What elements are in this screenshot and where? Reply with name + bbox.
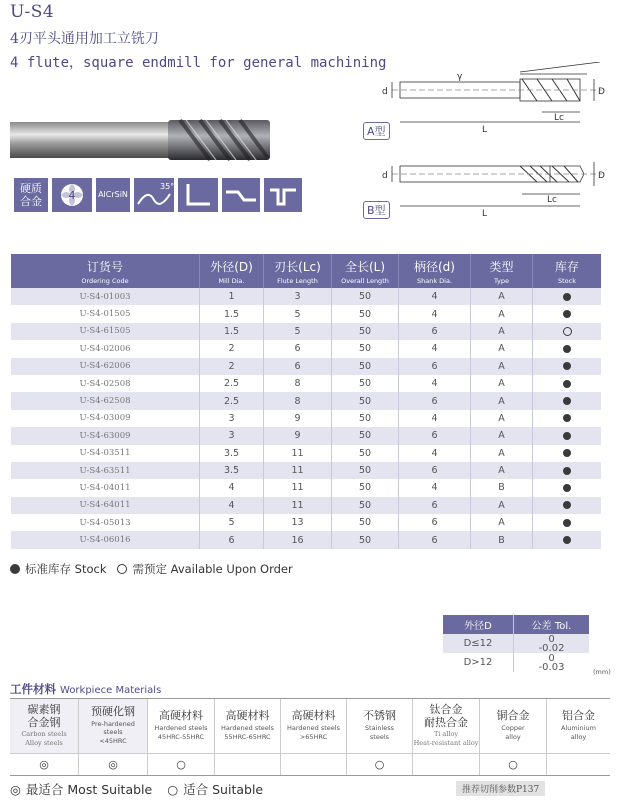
cell-d: 6 bbox=[399, 358, 471, 375]
cell-stock bbox=[533, 410, 601, 427]
material-name-cn: 高硬材料 bbox=[159, 709, 203, 723]
cell-d: 3.5 bbox=[200, 462, 264, 479]
cell-d: 2.5 bbox=[200, 375, 264, 392]
cell-d: 4 bbox=[399, 305, 471, 322]
material-suitability: ◎ bbox=[79, 754, 148, 775]
cell-lc: 3 bbox=[264, 288, 332, 305]
cell-l: 50 bbox=[332, 305, 399, 322]
gamma-label: γ bbox=[457, 72, 463, 82]
tolerance-value: 0 -0.03 bbox=[538, 652, 565, 673]
header-mill-dia: 外径(D) Mill Dia. bbox=[200, 254, 264, 288]
workpiece-header-row bbox=[10, 699, 610, 753]
step-profile-badge bbox=[222, 178, 260, 212]
header-shank-dia: 柄径(d) Shank Dia. bbox=[399, 254, 471, 288]
material-name-cn: 铜合金 bbox=[496, 709, 530, 723]
table-row bbox=[11, 531, 601, 548]
material-name-cn: 钛合金 耐热合金 bbox=[424, 703, 468, 729]
type-b-tag: B型 bbox=[363, 201, 390, 219]
cell-type: A bbox=[471, 427, 533, 444]
cell-l: 50 bbox=[332, 358, 399, 375]
material-suitability: ○ bbox=[480, 754, 547, 775]
spec-table-body bbox=[11, 288, 601, 549]
cell-l: 50 bbox=[332, 340, 399, 357]
step-profile-icon bbox=[222, 178, 260, 212]
suitability-legend bbox=[10, 780, 263, 798]
cell-code: U-S4-64011 bbox=[11, 497, 200, 514]
cell-d: 3 bbox=[200, 427, 264, 444]
header-flute-length: 刃长(Lc) Flute Length bbox=[264, 254, 332, 288]
cell-code: U-S4-03009 bbox=[11, 410, 200, 427]
cell-type: B bbox=[471, 531, 533, 548]
cell-lc: 11 bbox=[264, 497, 332, 514]
tolerance-row bbox=[443, 634, 589, 653]
standard-stock-icon bbox=[563, 484, 571, 492]
cell-d: 4 bbox=[399, 288, 471, 305]
standard-stock-icon bbox=[563, 467, 571, 475]
cell-d: 6 bbox=[399, 514, 471, 531]
cell-type: A bbox=[471, 375, 533, 392]
cell-lc: 8 bbox=[264, 375, 332, 392]
order-stock-icon bbox=[563, 327, 572, 336]
shank-d-label-b: d bbox=[382, 171, 388, 181]
cell-d: 2.5 bbox=[200, 392, 264, 409]
cell-type: B bbox=[471, 479, 533, 496]
cell-l: 50 bbox=[332, 479, 399, 496]
cell-code: U-S4-61505 bbox=[11, 323, 200, 340]
material-header bbox=[281, 699, 347, 753]
table-row bbox=[11, 323, 601, 340]
cell-stock bbox=[533, 514, 601, 531]
cell-d: 4 bbox=[399, 410, 471, 427]
material-name-en: Hardened steels 45HRC-55HRC bbox=[154, 724, 208, 741]
cell-stock bbox=[533, 479, 601, 496]
cell-d: 4 bbox=[399, 445, 471, 462]
material-suitability: ○ bbox=[148, 754, 215, 775]
cell-l: 50 bbox=[332, 323, 399, 340]
most-suitable-icon: ◎ bbox=[10, 781, 21, 797]
tolerance-table bbox=[443, 615, 589, 672]
material-name-cn: 碳素钢 合金钢 bbox=[27, 703, 61, 729]
material-suitability bbox=[281, 754, 347, 775]
suitable-label: 适合 Suitable bbox=[183, 782, 264, 797]
cell-lc: 9 bbox=[264, 427, 332, 444]
standard-stock-icon bbox=[563, 397, 571, 405]
cell-lc: 6 bbox=[264, 340, 332, 357]
spec-table bbox=[11, 254, 601, 549]
cell-type: A bbox=[471, 340, 533, 357]
cell-stock bbox=[533, 392, 601, 409]
cell-stock bbox=[533, 531, 601, 548]
cell-l: 50 bbox=[332, 462, 399, 479]
cell-code: U-S4-63511 bbox=[11, 462, 200, 479]
product-title-cn: 4刃平头通用加工立铣刀 bbox=[10, 31, 159, 47]
cell-l: 50 bbox=[332, 375, 399, 392]
cell-d: 6 bbox=[399, 392, 471, 409]
material-suitability bbox=[547, 754, 610, 775]
material-header bbox=[79, 699, 148, 753]
tolerance-range: D>12 bbox=[443, 653, 514, 672]
cell-type: A bbox=[471, 445, 533, 462]
order-stock-label: 需预定 Available Upon Order bbox=[132, 562, 293, 576]
cutting-parameters-reference: 推荐切削参数P137 bbox=[456, 781, 545, 796]
material-suitability: ◎ bbox=[10, 754, 79, 775]
material-header bbox=[10, 699, 79, 753]
cell-stock bbox=[533, 375, 601, 392]
slot-profile-badge bbox=[264, 178, 302, 212]
table-row bbox=[11, 375, 601, 392]
cell-d: 6 bbox=[399, 531, 471, 548]
cell-stock bbox=[533, 340, 601, 357]
cell-type: A bbox=[471, 392, 533, 409]
table-row bbox=[11, 462, 601, 479]
slot-profile-icon bbox=[264, 178, 302, 212]
cell-type: A bbox=[471, 497, 533, 514]
cell-lc: 16 bbox=[264, 531, 332, 548]
tolerance-value: 0 -0.02 bbox=[538, 633, 565, 654]
order-stock-icon bbox=[117, 564, 127, 574]
cell-lc: 8 bbox=[264, 392, 332, 409]
header-ordering-code: 订货号 Ordering Code bbox=[11, 254, 200, 288]
cell-code: U-S4-02006 bbox=[11, 340, 200, 357]
stock-legend bbox=[10, 561, 293, 577]
material-name-cn: 预硬化钢 bbox=[91, 705, 135, 719]
cell-stock bbox=[533, 427, 601, 444]
cell-type: A bbox=[471, 305, 533, 322]
material-name-cn: 铝合金 bbox=[562, 709, 595, 723]
square-end-icon bbox=[178, 178, 218, 212]
cell-code: U-S4-01505 bbox=[11, 305, 200, 322]
square-end-badge bbox=[178, 178, 218, 212]
flute-count: 4 bbox=[68, 189, 76, 202]
four-flute-icon bbox=[52, 178, 92, 212]
cell-code: U-S4-06016 bbox=[11, 531, 200, 548]
cell-l: 50 bbox=[332, 410, 399, 427]
table-row bbox=[11, 445, 601, 462]
cell-lc: 13 bbox=[264, 514, 332, 531]
cell-code: U-S4-62006 bbox=[11, 358, 200, 375]
material-header bbox=[148, 699, 215, 753]
table-row bbox=[11, 410, 601, 427]
helix-badge bbox=[134, 178, 174, 212]
cell-lc: 6 bbox=[264, 358, 332, 375]
table-row bbox=[11, 340, 601, 357]
cell-lc: 11 bbox=[264, 445, 332, 462]
cell-d: 6 bbox=[399, 323, 471, 340]
tolerance-unit: (mm) bbox=[593, 668, 611, 676]
cell-stock bbox=[533, 497, 601, 514]
standard-stock-icon bbox=[563, 380, 571, 388]
cell-d: 6 bbox=[399, 427, 471, 444]
helix-angle-icon bbox=[134, 178, 174, 212]
standard-stock-icon bbox=[563, 414, 571, 422]
cell-d: 2 bbox=[200, 358, 264, 375]
tolerance-header-tol: 公差 Tol. bbox=[531, 621, 572, 632]
material-name-en: Carbon steels Alloy steels bbox=[21, 730, 67, 748]
material-suitability: ○ bbox=[347, 754, 413, 775]
cell-code: U-S4-04011 bbox=[11, 479, 200, 496]
table-row bbox=[11, 392, 601, 409]
cell-lc: 5 bbox=[264, 323, 332, 340]
header-stock: 库存 Stock bbox=[554, 259, 579, 285]
table-row bbox=[11, 288, 601, 305]
coating-badge: AlCrSiN bbox=[96, 178, 130, 212]
standard-stock-icon bbox=[563, 536, 571, 544]
cell-code: U-S4-05013 bbox=[11, 514, 200, 531]
cell-type: A bbox=[471, 410, 533, 427]
cell-l: 50 bbox=[332, 392, 399, 409]
cell-type: A bbox=[471, 358, 533, 375]
material-header bbox=[347, 699, 413, 753]
standard-stock-icon bbox=[563, 432, 571, 440]
cell-d: 1.5 bbox=[200, 305, 264, 322]
cell-d: 4 bbox=[200, 497, 264, 514]
cell-stock bbox=[533, 358, 601, 375]
material-header bbox=[547, 699, 610, 753]
material-suitability bbox=[413, 754, 480, 775]
flute-Lc-label-a: Lc bbox=[554, 113, 564, 123]
material-suitability bbox=[215, 754, 281, 775]
flutes-badge bbox=[52, 178, 92, 212]
standard-stock-icon bbox=[563, 293, 571, 301]
table-row bbox=[11, 514, 601, 531]
cell-lc: 5 bbox=[264, 305, 332, 322]
cell-l: 50 bbox=[332, 514, 399, 531]
cell-type: A bbox=[471, 323, 533, 340]
cell-lc: 11 bbox=[264, 462, 332, 479]
material-header bbox=[480, 699, 547, 753]
type-a-tag: A型 bbox=[363, 122, 390, 140]
cell-l: 50 bbox=[332, 445, 399, 462]
technical-drawing bbox=[362, 62, 620, 222]
table-row bbox=[11, 358, 601, 375]
workpiece-title: 工件材料 Workpiece Materials bbox=[10, 682, 162, 696]
material-name-cn: 高硬材料 bbox=[291, 709, 336, 723]
cell-lc: 11 bbox=[264, 479, 332, 496]
material-name-en: Pre-hardened steels <45HRC bbox=[91, 719, 135, 746]
cell-d: 4 bbox=[399, 340, 471, 357]
cell-d: 6 bbox=[200, 531, 264, 548]
endmill-photo bbox=[10, 118, 275, 162]
cell-type: A bbox=[471, 514, 533, 531]
shank-d-label: d bbox=[382, 87, 388, 97]
material-name-cn: 不锈钢 bbox=[363, 709, 396, 723]
cell-stock bbox=[533, 288, 601, 305]
spec-table-header bbox=[11, 254, 601, 288]
header-overall-length: 全长(L) Overall Length bbox=[332, 254, 399, 288]
length-L-label-b: L bbox=[482, 209, 488, 219]
material-name-en: Ti alloy Heat-resistant alloy bbox=[413, 730, 479, 748]
workpiece-table bbox=[10, 698, 610, 776]
cell-code: U-S4-03511 bbox=[11, 445, 200, 462]
mill-D-label: D bbox=[598, 87, 605, 97]
header-type: 类型 Type bbox=[471, 254, 533, 288]
material-name-en: Aluminium alloy bbox=[561, 724, 596, 741]
cell-d: 6 bbox=[399, 497, 471, 514]
cell-l: 50 bbox=[332, 531, 399, 548]
standard-stock-icon bbox=[563, 519, 571, 527]
table-row bbox=[11, 427, 601, 444]
cell-code: U-S4-02508 bbox=[11, 375, 200, 392]
tolerance-header bbox=[443, 615, 589, 634]
flute-Lc-label-b: Lc bbox=[547, 195, 557, 205]
cell-l: 50 bbox=[332, 288, 399, 305]
material-name-en: Hardened steels 55HRC-65HRC bbox=[221, 724, 274, 741]
cell-l: 50 bbox=[332, 427, 399, 444]
cell-d: 5 bbox=[200, 514, 264, 531]
cell-d: 1 bbox=[200, 288, 264, 305]
length-L-label-a: L bbox=[482, 125, 488, 135]
tolerance-range: D≤12 bbox=[443, 634, 514, 653]
cell-d: 1.5 bbox=[200, 323, 264, 340]
tolerance-header-dia: 外径D bbox=[443, 615, 514, 634]
cell-d: 3.5 bbox=[200, 445, 264, 462]
cell-lc: 9 bbox=[264, 410, 332, 427]
cell-d: 3 bbox=[200, 410, 264, 427]
cell-stock bbox=[533, 305, 601, 322]
cell-d: 2 bbox=[200, 340, 264, 357]
material-header bbox=[413, 699, 480, 753]
material-header bbox=[215, 699, 281, 753]
standard-stock-icon bbox=[563, 449, 571, 457]
material-name-en: Hardened steels >65HRC bbox=[287, 724, 340, 741]
cell-type: A bbox=[471, 288, 533, 305]
standard-stock-icon bbox=[10, 564, 20, 574]
material-name-cn: 高硬材料 bbox=[225, 709, 270, 723]
tolerance-row bbox=[443, 653, 589, 672]
product-code: U-S4 bbox=[10, 2, 55, 22]
workpiece-suitability-row bbox=[10, 753, 610, 775]
cell-d: 4 bbox=[399, 479, 471, 496]
most-suitable-label: 最适合 Most Suitable bbox=[25, 782, 153, 797]
cell-stock bbox=[533, 323, 601, 340]
standard-stock-icon bbox=[563, 501, 571, 509]
material-name-en: Stainless steels bbox=[364, 724, 395, 741]
cell-d: 6 bbox=[399, 462, 471, 479]
helix-angle-label: 35° bbox=[160, 182, 174, 191]
suitable-icon: ○ bbox=[167, 781, 179, 797]
mill-D-label-b: D bbox=[598, 171, 605, 181]
cell-d: 4 bbox=[200, 479, 264, 496]
table-row bbox=[11, 305, 601, 322]
cell-stock bbox=[533, 445, 601, 462]
cell-code: U-S4-63009 bbox=[11, 427, 200, 444]
product-title-en: 4 flute，square endmill for general machining bbox=[10, 55, 387, 71]
standard-stock-label: 标准库存 Stock bbox=[25, 562, 107, 576]
cell-code: U-S4-01003 bbox=[11, 288, 200, 305]
table-row bbox=[11, 497, 601, 514]
cell-code: U-S4-62508 bbox=[11, 392, 200, 409]
material-name-en: Copper alloy bbox=[501, 724, 525, 741]
standard-stock-icon bbox=[563, 345, 571, 353]
standard-stock-icon bbox=[563, 310, 571, 318]
table-row bbox=[11, 479, 601, 496]
cell-l: 50 bbox=[332, 497, 399, 514]
cell-type: A bbox=[471, 462, 533, 479]
cell-stock bbox=[533, 462, 601, 479]
cell-d: 4 bbox=[399, 375, 471, 392]
standard-stock-icon bbox=[563, 362, 571, 370]
hardmetal-badge: 硬质 合金 bbox=[14, 178, 48, 212]
